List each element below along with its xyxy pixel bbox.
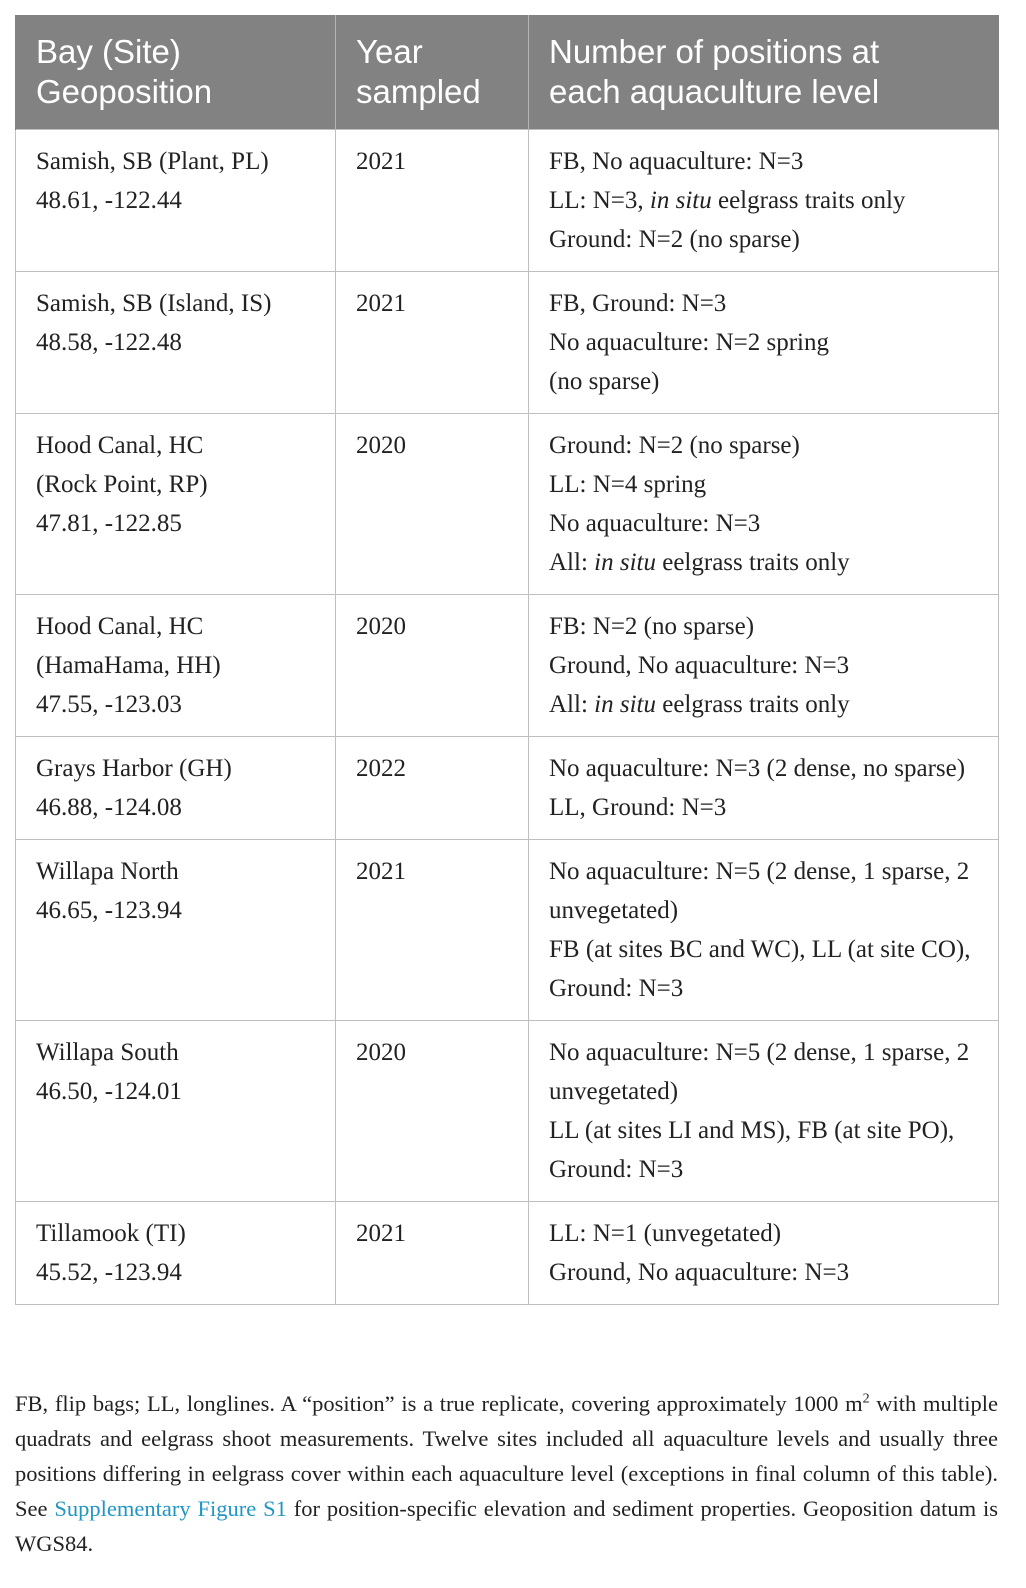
positions-cell <box>529 130 999 272</box>
positions-italic-text: in situ <box>594 549 656 576</box>
positions-line <box>549 426 980 465</box>
positions-italic-text: in situ <box>594 691 656 718</box>
positions-text: LL: N=4 spring <box>549 471 707 498</box>
site-name-text: Willapa North <box>36 858 179 885</box>
positions-text: Ground: N=2 (no sparse) <box>549 226 800 253</box>
year-cell: 2021 <box>336 272 529 414</box>
positions-text: FB, Ground: N=3 <box>549 290 727 317</box>
data-table-container <box>15 15 998 1305</box>
positions-line <box>549 646 980 685</box>
footnote-text-part2: with multiple quadrats and eelgrass shoot measurements. Twelve sites included all aquaculture levels and usually three positions differing in eelgrass cover within each aquaculture level (exceptions in final column of this table). See <box>15 1391 998 1521</box>
header-year-sampled <box>336 15 529 130</box>
footnote-text-part3: for position-specific elevation and sediment properties. Geoposition datum is WGS84. <box>15 1496 999 1556</box>
header-bay-site <box>16 15 336 130</box>
positions-text: FB, No aquaculture: N=3 <box>549 148 804 175</box>
site-cell <box>16 840 336 1021</box>
positions-cell <box>529 840 999 1021</box>
site-name-text: (HamaHama, HH) <box>36 652 221 679</box>
geoposition-text: 47.81, -122.85 <box>36 510 182 537</box>
site-cell <box>16 1202 336 1305</box>
positions-text: No aquaculture: N=5 (2 dense, 1 sparse, 2 unvegetated) <box>549 858 970 924</box>
table-header <box>16 15 999 130</box>
geoposition-text: 46.88, -124.08 <box>36 794 182 821</box>
positions-cell <box>529 272 999 414</box>
site-cell <box>16 1021 336 1202</box>
header-row <box>16 15 999 130</box>
header-positions-line1: Number of positions at <box>549 33 880 70</box>
table-row <box>16 1202 999 1305</box>
header-bay-site-line1: Bay (Site) <box>36 33 181 70</box>
site-name-text: (Rock Point, RP) <box>36 471 208 498</box>
header-bay-site-line2: Geoposition <box>36 73 213 110</box>
header-positions-line2: each aquaculture level <box>549 73 880 110</box>
site-cell <box>16 130 336 272</box>
site-name-text: Hood Canal, HC <box>36 613 204 640</box>
year-cell: 2021 <box>336 840 529 1021</box>
supplementary-figure-link[interactable]: Supplementary Figure S1 <box>54 1496 287 1521</box>
positions-line <box>549 607 980 646</box>
table-row <box>16 737 999 840</box>
geoposition-text: 48.61, -122.44 <box>36 187 182 214</box>
positions-text: LL: N=3, <box>549 187 650 214</box>
positions-text: All: <box>549 549 595 576</box>
positions-line <box>549 543 980 582</box>
year-cell: 2020 <box>336 414 529 595</box>
table-row <box>16 130 999 272</box>
positions-text: No aquaculture: N=3 <box>549 510 761 537</box>
positions-cell <box>529 1202 999 1305</box>
positions-text: No aquaculture: N=2 spring <box>549 329 830 356</box>
table-row <box>16 1021 999 1202</box>
positions-text: FB: N=2 (no sparse) <box>549 613 755 640</box>
positions-line <box>549 284 980 323</box>
positions-text: No aquaculture: N=3 (2 dense, no sparse) <box>549 755 966 782</box>
positions-line <box>549 1111 980 1189</box>
header-positions <box>529 15 999 130</box>
positions-line <box>549 1033 980 1111</box>
positions-cell <box>529 737 999 840</box>
positions-line <box>549 749 980 788</box>
footnote-text-part1: FB, flip bags; LL, longlines. A “position” is a true replicate, covering approximately 1000 m <box>15 1391 863 1416</box>
table-row <box>16 414 999 595</box>
positions-text: Ground, No aquaculture: N=3 <box>549 652 850 679</box>
positions-text-suffix: eelgrass traits only <box>655 549 850 576</box>
site-name-text: Grays Harbor (GH) <box>36 755 232 782</box>
positions-italic-text: in situ <box>649 187 712 214</box>
positions-cell <box>529 1021 999 1202</box>
header-year-line2: sampled <box>356 73 481 110</box>
positions-line <box>549 323 980 362</box>
header-year-line1: Year <box>356 33 423 70</box>
year-cell: 2020 <box>336 595 529 737</box>
table-row <box>16 595 999 737</box>
positions-text: Ground: N=2 (no sparse) <box>549 432 800 459</box>
positions-line <box>549 181 980 220</box>
table-footnote <box>15 1386 998 1561</box>
aquaculture-positions-table <box>15 15 999 1305</box>
site-cell <box>16 272 336 414</box>
geoposition-text: 46.65, -123.94 <box>36 897 182 924</box>
table-row <box>16 840 999 1021</box>
positions-text: LL, Ground: N=3 <box>549 794 727 821</box>
positions-text: No aquaculture: N=5 (2 dense, 1 sparse, 2 unvegetated) <box>549 1039 970 1105</box>
geoposition-text: 46.50, -124.01 <box>36 1078 182 1105</box>
site-name-text: Hood Canal, HC <box>36 432 204 459</box>
site-cell <box>16 595 336 737</box>
year-cell: 2021 <box>336 130 529 272</box>
year-cell: 2022 <box>336 737 529 840</box>
positions-line <box>549 1214 980 1253</box>
positions-line <box>549 504 980 543</box>
footnote-superscript: 2 <box>862 1391 870 1407</box>
geoposition-text: 47.55, -123.03 <box>36 691 182 718</box>
positions-line <box>549 1253 980 1292</box>
geoposition-text: 45.52, -123.94 <box>36 1259 182 1286</box>
year-cell: 2020 <box>336 1021 529 1202</box>
positions-line <box>549 788 980 827</box>
positions-line <box>549 220 980 259</box>
site-name-text: Samish, SB (Island, IS) <box>36 290 272 317</box>
year-cell: 2021 <box>336 1202 529 1305</box>
table-body <box>16 130 999 1305</box>
positions-text: Ground, No aquaculture: N=3 <box>549 1259 850 1286</box>
positions-line <box>549 685 980 724</box>
positions-line <box>549 142 980 181</box>
positions-text-suffix: eelgrass traits only <box>711 187 906 214</box>
positions-text: LL: N=1 (unvegetated) <box>549 1220 782 1247</box>
positions-cell <box>529 595 999 737</box>
site-name-text: Samish, SB (Plant, PL) <box>36 148 269 175</box>
positions-line <box>549 852 980 930</box>
positions-text: (no sparse) <box>549 368 660 395</box>
site-cell <box>16 737 336 840</box>
positions-line <box>549 362 980 401</box>
site-cell <box>16 414 336 595</box>
positions-text-suffix: eelgrass traits only <box>655 691 850 718</box>
positions-cell <box>529 414 999 595</box>
table-row <box>16 272 999 414</box>
geoposition-text: 48.58, -122.48 <box>36 329 182 356</box>
site-name-text: Tillamook (TI) <box>36 1220 186 1247</box>
positions-line <box>549 465 980 504</box>
positions-text: LL (at sites LI and MS), FB (at site PO), Ground: N=3 <box>549 1117 955 1183</box>
positions-line <box>549 930 980 1008</box>
site-name-text: Willapa South <box>36 1039 179 1066</box>
positions-text: FB (at sites BC and WC), LL (at site CO), Ground: N=3 <box>549 936 971 1002</box>
positions-text: All: <box>549 691 595 718</box>
